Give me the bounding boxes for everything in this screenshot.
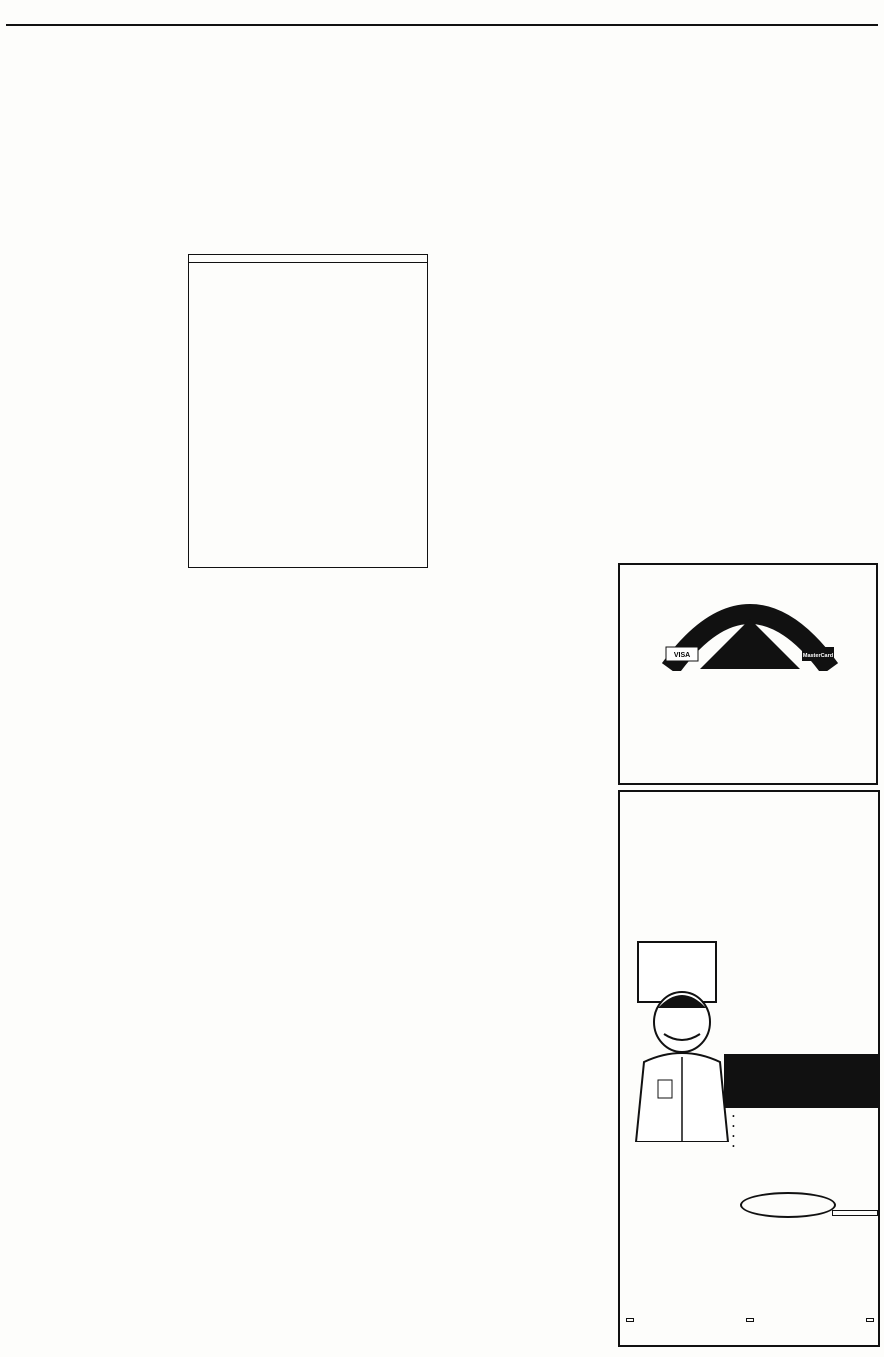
box-title <box>189 255 427 263</box>
benefit-item <box>732 1132 878 1142</box>
phone-number <box>746 1318 754 1322</box>
track-results-box <box>188 254 428 568</box>
furnace-man-illustration <box>624 912 740 1142</box>
heat-wave-ad <box>618 790 880 1347</box>
article-column-2 <box>188 572 304 1036</box>
cedar-point-ad <box>618 563 878 785</box>
article-column-1 <box>6 250 182 1348</box>
carrier-logo <box>740 1192 836 1218</box>
benefit-item <box>732 1122 878 1132</box>
rebate-banner <box>724 1054 878 1108</box>
phone-numbers <box>626 1318 874 1322</box>
article-column-3 <box>310 572 428 1036</box>
box-column-right <box>311 283 421 563</box>
benefit-item <box>732 1112 878 1122</box>
masthead <box>6 4 878 26</box>
svg-text:VISA: VISA <box>673 652 691 659</box>
leadership-dealer-badge <box>832 1210 878 1216</box>
ad-available <box>620 757 876 771</box>
phone-number <box>866 1318 874 1322</box>
benefit-list <box>732 1112 878 1152</box>
cedar-point-logo <box>660 589 840 671</box>
phone-number <box>626 1318 634 1322</box>
benefit-item <box>732 1142 878 1152</box>
svg-text:MasterCard: MasterCard <box>802 653 834 659</box>
article-column-4 <box>434 250 612 1036</box>
box-column-left <box>195 283 305 563</box>
